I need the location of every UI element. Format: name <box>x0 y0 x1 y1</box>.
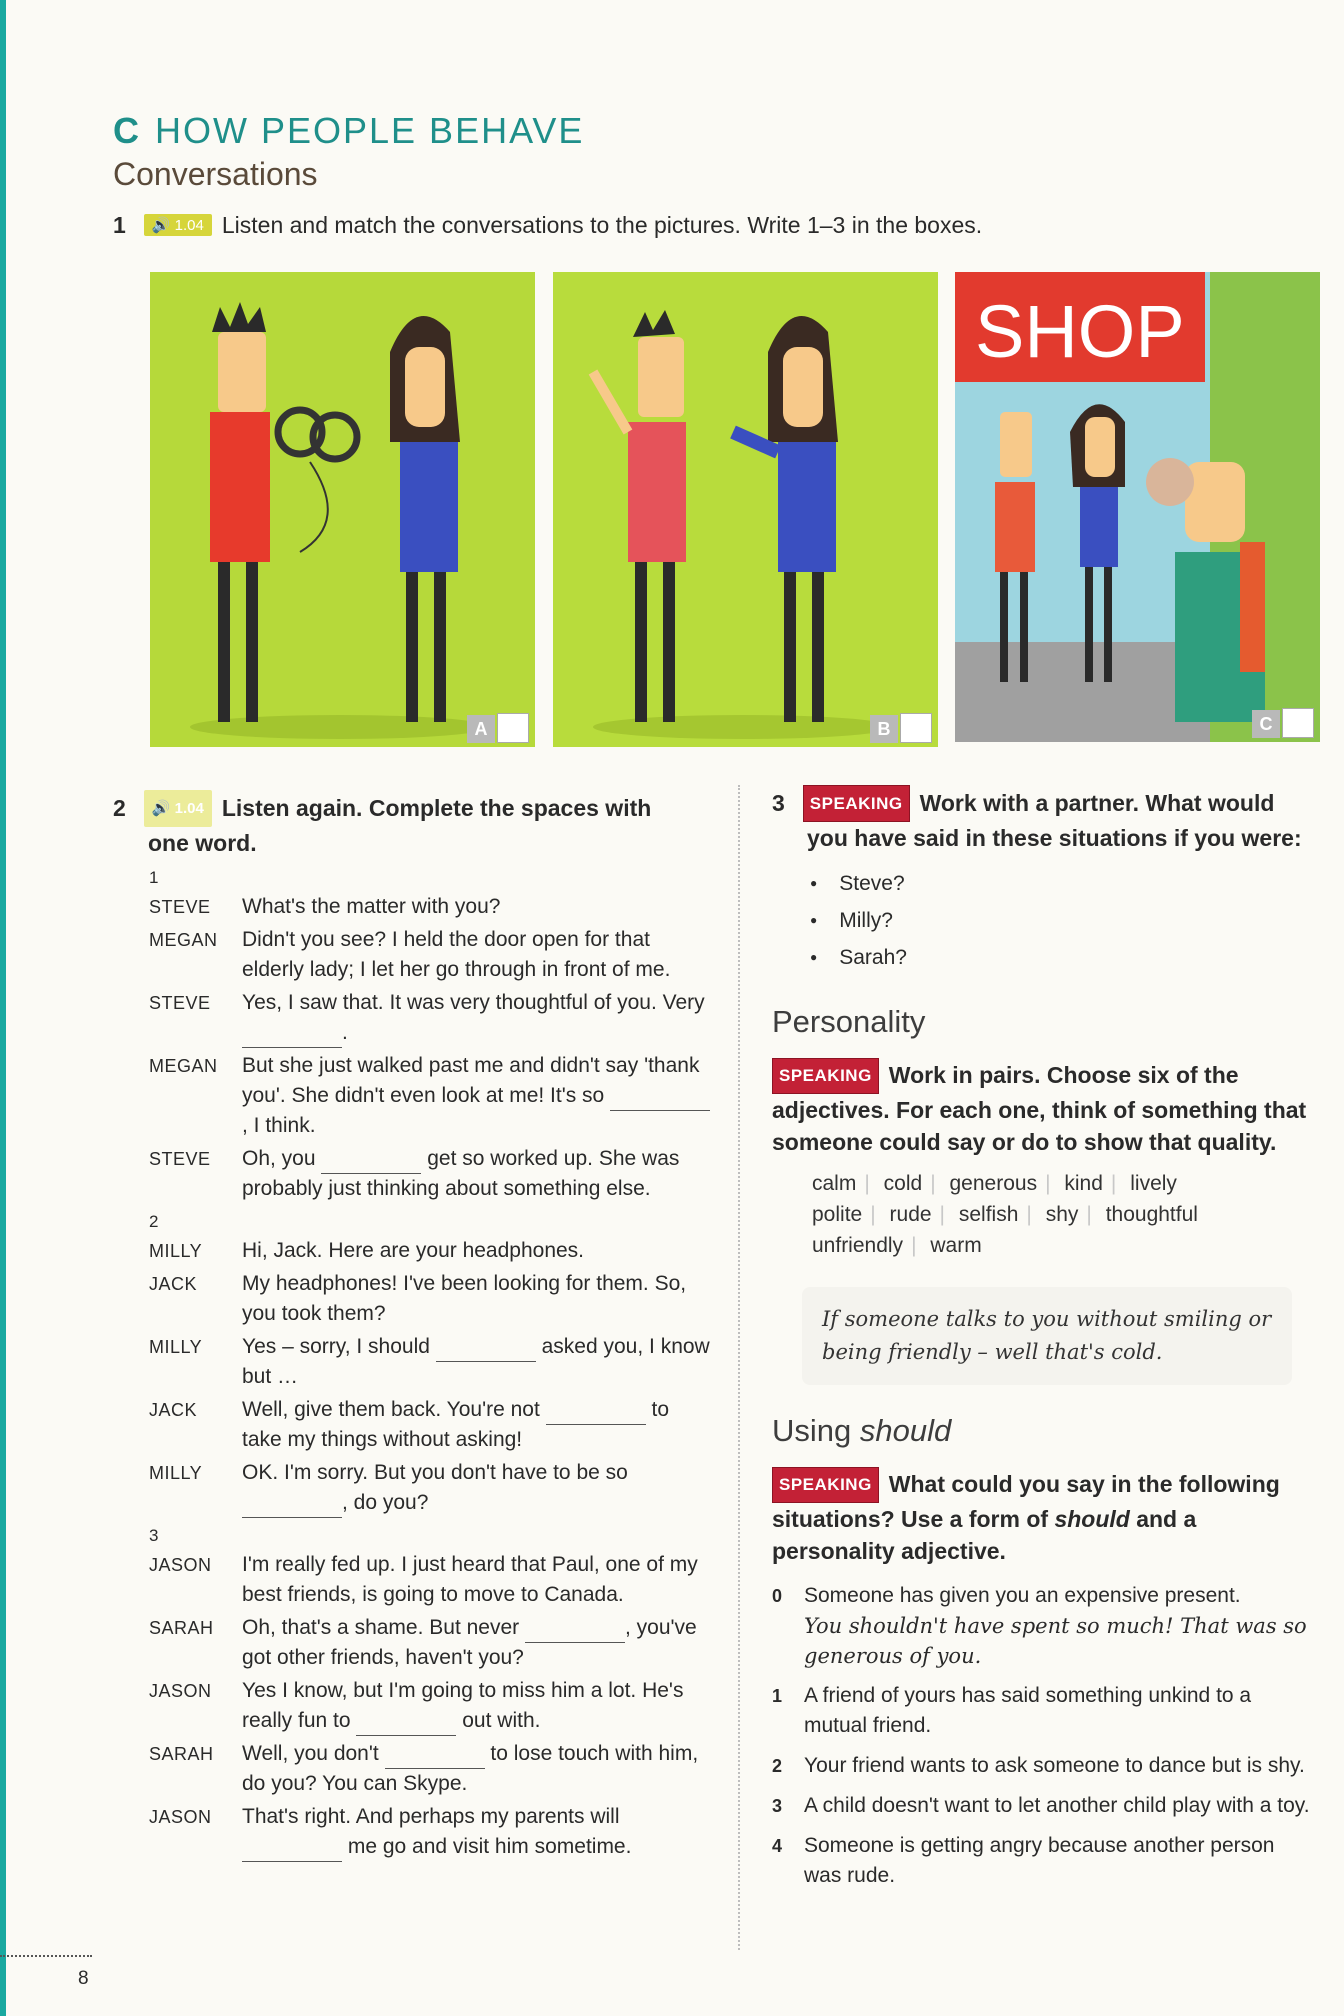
text-after-gap: me go and visit him sometime. <box>347 1835 632 1858</box>
adjective: polite <box>812 1203 863 1226</box>
text-after-gap: to take my things without asking! <box>242 1398 669 1451</box>
text-after-gap: to lose touch with him, do you? You can Skype. <box>242 1742 699 1795</box>
dialogue-text <box>242 988 713 1048</box>
picture-b-illustration <box>553 272 938 747</box>
adjective: thoughtful <box>1105 1203 1198 1226</box>
exercise-2-text-1: Listen again. Complete the spaces with <box>221 795 652 821</box>
dialogue-text <box>242 1613 713 1673</box>
example-answer: You shouldn't have spent so much! That was so generous of you. <box>804 1614 1307 1668</box>
item-number: 3 <box>772 1796 783 1816</box>
picture-label-c: C <box>1252 710 1280 738</box>
text-before-gap: Oh, you <box>242 1147 316 1170</box>
dialogue-text <box>242 1332 713 1392</box>
fill-in-blank[interactable] <box>436 1341 536 1362</box>
dialogue-line <box>113 892 713 922</box>
dialogue-text <box>242 1739 713 1799</box>
dialogue-text: I'm really fed up. I just heard that Paul, one of my best friends, is going to move to Canada. <box>242 1553 698 1606</box>
dialogue-line <box>113 1802 713 1862</box>
personality-instruction-text: Work in pairs. Choose six of the adjectives. For each one, think of something that someone could say or do to show that quality. <box>772 1062 1307 1155</box>
text-after-gap: out with. <box>462 1709 541 1732</box>
adjective: rude <box>889 1203 932 1226</box>
dialogue-line <box>113 1269 713 1329</box>
speaker-name: MEGAN <box>149 930 218 950</box>
adjective: shy <box>1045 1203 1079 1226</box>
adjective: cold <box>883 1172 923 1195</box>
fill-in-blank[interactable] <box>546 1404 646 1425</box>
dialogue-line <box>113 925 713 985</box>
right-column <box>772 785 1312 1901</box>
text-after-gap: , do you? <box>342 1491 429 1514</box>
page-number: 8 <box>78 1968 89 1989</box>
exercise-3-text-2: you have said in these situations if you were: <box>807 825 1302 851</box>
left-color-bar <box>0 0 6 2016</box>
speaker-name: MEGAN <box>149 1056 218 1076</box>
dialogue-line <box>113 1051 713 1141</box>
footer-dots <box>0 1955 92 1957</box>
picture-a-illustration <box>150 272 535 747</box>
conversation-number: 1 <box>149 868 159 887</box>
section-letter: C <box>113 110 141 151</box>
adjective: generous <box>949 1172 1038 1195</box>
item-text: A child doesn't want to let another child play with a toy. <box>804 1794 1310 1817</box>
dialogue-text <box>242 1802 713 1862</box>
speaking-tag: SPEAKING <box>772 1467 879 1503</box>
text-after-gap: , I think. <box>242 1114 316 1137</box>
speaker-name: STEVE <box>149 993 211 1013</box>
adjective: unfriendly <box>812 1234 904 1257</box>
dialogue-line <box>113 1332 713 1392</box>
dialogue-line <box>113 988 713 1048</box>
dialogue-line <box>113 1458 713 1518</box>
audio-track-icon[interactable]: 🔊 1.04 <box>144 790 212 827</box>
adjective: warm <box>930 1234 982 1257</box>
should-instruction-italic: should <box>1054 1506 1130 1532</box>
item-number: 0 <box>772 1586 783 1606</box>
text-before-gap: That's right. And perhaps my parents will <box>242 1805 620 1828</box>
fill-in-blank[interactable] <box>610 1090 710 1111</box>
dialogue-text <box>242 1144 713 1204</box>
exercise-2 <box>113 790 713 1865</box>
dialogue-text: Didn't you see? I held the door open for that elderly lady; I let her go through in front of me. <box>242 928 671 981</box>
dialogue-text: What's the matter with you? <box>242 895 501 918</box>
picture-b <box>553 272 938 747</box>
speaker-name: JASON <box>149 1555 212 1575</box>
dialogue-line <box>113 1739 713 1799</box>
adjective: kind <box>1064 1172 1103 1195</box>
picture-a <box>150 272 535 747</box>
speaker-name: JASON <box>149 1681 212 1701</box>
speaker-name: JACK <box>149 1400 198 1420</box>
section-heading <box>113 110 584 152</box>
column-divider <box>738 785 740 1950</box>
list-item: ● Milly? <box>810 902 1312 939</box>
fill-in-blank[interactable] <box>525 1622 625 1643</box>
speaker-name: JASON <box>149 1807 212 1827</box>
conversation-number: 3 <box>149 1526 159 1545</box>
section-subtitle: Conversations <box>113 156 318 192</box>
should-instruction-text: What could you say in the following situations? Use a form of <box>772 1471 1280 1532</box>
item-number: 4 <box>772 1836 783 1856</box>
fill-in-blank[interactable] <box>242 1027 342 1048</box>
fill-in-blank[interactable] <box>385 1748 485 1769</box>
dialogue-line <box>113 1144 713 1204</box>
dialogue-text <box>242 1458 713 1518</box>
adjective-row: polite | rude | selfish | shy | thoughtful <box>812 1203 1198 1226</box>
text-before-gap: Yes – sorry, I should <box>242 1335 430 1358</box>
dialogue-text <box>242 1676 713 1736</box>
should-heading <box>772 1413 1312 1449</box>
exercise-number: 3 <box>772 790 785 816</box>
exercise-1-instruction <box>113 212 982 239</box>
text-before-gap: Well, give them back. You're not <box>242 1398 540 1421</box>
adjective-list <box>812 1168 1312 1261</box>
item-text: Someone is getting angry because another person was rude. <box>804 1834 1275 1887</box>
dialogue-line <box>113 1395 713 1455</box>
dialogue-line <box>113 1550 713 1610</box>
answer-box-b[interactable] <box>900 713 932 743</box>
dialogue-text: My headphones! I've been looking for them. So, you took them? <box>242 1272 687 1325</box>
picture-c <box>955 272 1320 742</box>
fill-in-blank[interactable] <box>242 1497 342 1518</box>
personality-heading: Personality <box>772 1004 926 1039</box>
should-instruction <box>772 1467 1312 1567</box>
speaker-name: SARAH <box>149 1618 214 1638</box>
item-number: 1 <box>772 1686 783 1706</box>
exercise-3-text-1: Work with a partner. What would <box>919 790 1275 816</box>
text-before-gap: OK. I'm sorry. But you don't have to be so <box>242 1461 628 1484</box>
dialogue-line <box>113 1236 713 1266</box>
section-title: HOW PEOPLE BEHAVE <box>155 110 585 151</box>
answer-box-c[interactable] <box>1282 708 1314 738</box>
shop-sign: SHOP <box>975 290 1185 373</box>
exercise-1-text: Listen and match the conversations to the pictures. Write 1–3 in the boxes. <box>221 212 983 238</box>
adjective: calm <box>812 1172 857 1195</box>
adjective-row: calm | cold | generous | kind | lively <box>812 1172 1177 1195</box>
text-before-gap: Oh, that's a shame. But never <box>242 1616 520 1639</box>
situation-item <box>772 1581 1312 1671</box>
speaking-tag: SPEAKING <box>803 785 910 822</box>
exercise-3-instruction <box>772 785 1312 855</box>
text-after-gap: asked you, I know but … <box>242 1335 710 1388</box>
exercise-2-text-2: one word. <box>148 830 257 856</box>
item-text: Your friend wants to ask someone to dance but is shy. <box>804 1754 1305 1777</box>
dialogue-text <box>242 1395 713 1455</box>
personality-instruction <box>772 1058 1312 1158</box>
example-speech-box: If someone talks to you without smiling or being friendly – well that's cold. <box>802 1287 1292 1385</box>
exercise-2-instruction <box>113 790 713 860</box>
fill-in-blank[interactable] <box>356 1715 456 1736</box>
situation-item <box>772 1681 1312 1741</box>
text-before-gap: Yes I know, but I'm going to miss him a lot. He's really fun to <box>242 1679 684 1732</box>
exercise-number: 1 <box>113 212 126 238</box>
situation-item <box>772 1791 1312 1821</box>
speaker-name: JACK <box>149 1274 198 1294</box>
speaker-name: MILLY <box>149 1241 203 1261</box>
audio-track-label: 1.04 <box>174 800 204 817</box>
text-after-gap: . <box>342 1021 348 1044</box>
item-text: Someone has given you an expensive present. <box>804 1584 1241 1607</box>
speaker-name: SARAH <box>149 1744 214 1764</box>
adjective: selfish <box>958 1203 1019 1226</box>
list-item: ● Sarah? <box>810 939 1312 976</box>
text-before-gap: But she just walked past me and didn't say 'thank you'. She didn't even look at me! It's so <box>242 1054 700 1107</box>
situation-item <box>772 1831 1312 1891</box>
speaking-tag: SPEAKING <box>772 1058 879 1094</box>
text-before-gap: Well, you don't <box>242 1742 379 1765</box>
situation-item <box>772 1751 1312 1781</box>
answer-box-a[interactable] <box>497 713 529 743</box>
picture-label-b: B <box>870 715 898 743</box>
speaker-name: MILLY <box>149 1463 203 1483</box>
speaker-name: STEVE <box>149 897 211 917</box>
speaker-name: STEVE <box>149 1149 211 1169</box>
dialogue-line <box>113 1613 713 1673</box>
should-heading-italic: should <box>859 1413 952 1448</box>
conversation-number: 2 <box>149 1212 159 1231</box>
dialogue-text: Hi, Jack. Here are your headphones. <box>242 1239 585 1262</box>
picture-c-illustration <box>955 272 1320 742</box>
adjective-row: unfriendly | warm <box>812 1234 982 1257</box>
situation-list <box>772 1581 1312 1891</box>
text-before-gap: Yes, I saw that. It was very thoughtful of you. Very <box>242 991 705 1014</box>
fill-in-blank[interactable] <box>321 1153 421 1174</box>
item-text-wrap <box>804 1581 1312 1671</box>
picture-label-a: A <box>467 715 495 743</box>
adjective: lively <box>1130 1172 1177 1195</box>
audio-track-label: 1.04 <box>174 217 204 234</box>
dialogue-line <box>113 1676 713 1736</box>
character-list <box>810 865 1312 976</box>
text-after-gap: , you've got other friends, haven't you? <box>242 1616 697 1669</box>
should-heading-plain: Using <box>772 1413 852 1448</box>
audio-track-icon[interactable]: 🔊 1.04 <box>144 214 212 236</box>
item-number: 2 <box>772 1756 783 1776</box>
fill-in-blank[interactable] <box>242 1841 342 1862</box>
speaker-name: MILLY <box>149 1337 203 1357</box>
list-item: ● Steve? <box>810 865 1312 902</box>
item-text: A friend of yours has said something unkind to a mutual friend. <box>804 1684 1252 1737</box>
text-after-gap: get so worked up. She was probably just thinking about something else. <box>242 1147 680 1200</box>
exercise-number: 2 <box>113 795 126 821</box>
should-instruction-end: and a personality adjective. <box>772 1506 1197 1564</box>
dialogue-text <box>242 1051 713 1141</box>
